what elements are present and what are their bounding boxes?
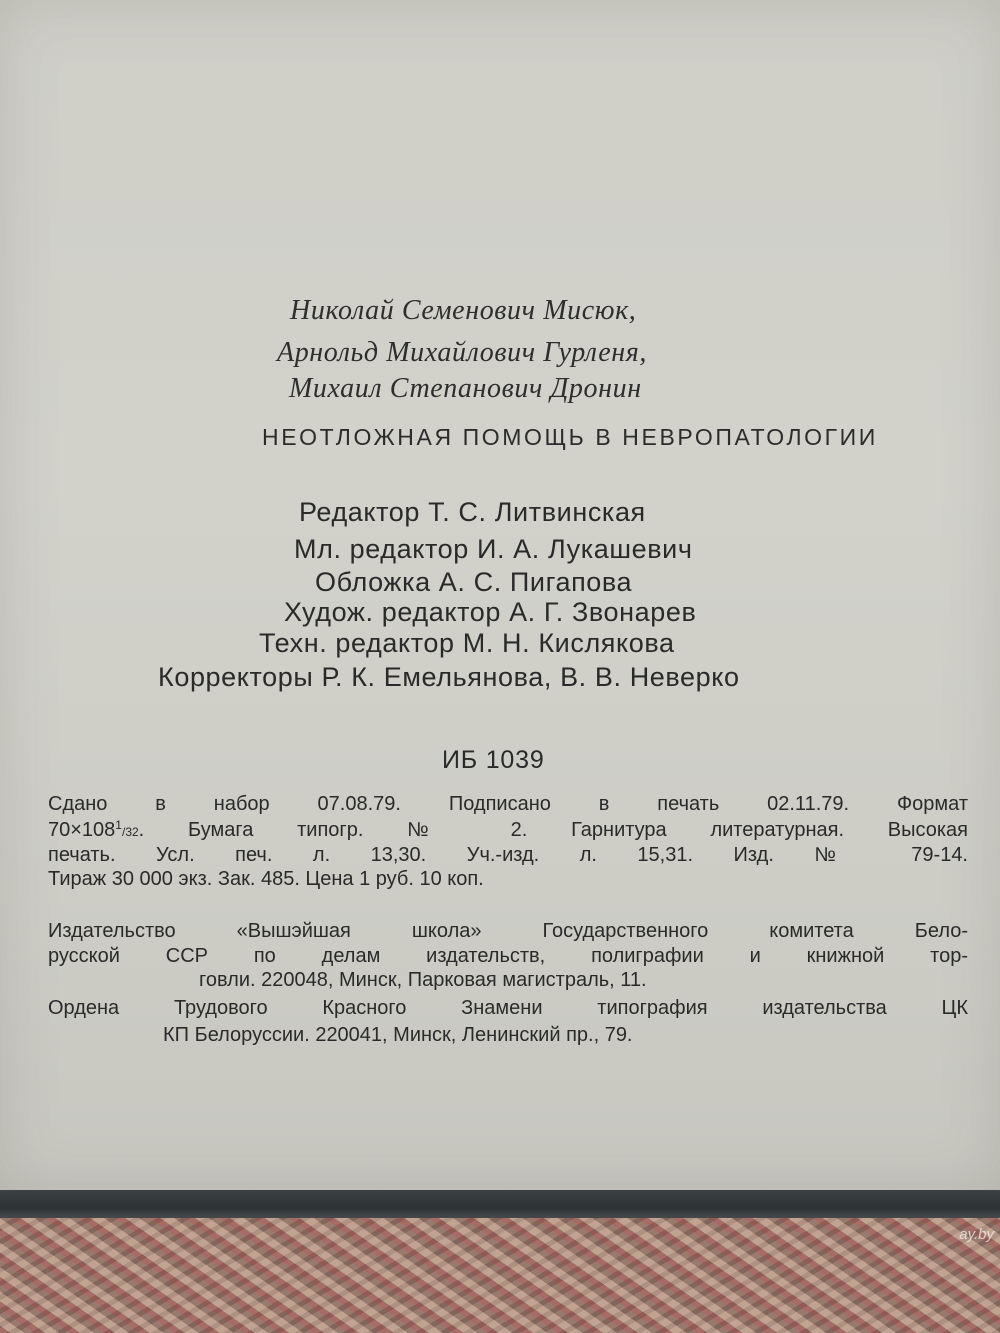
print-details-line (48, 819, 968, 840)
publisher-line: Ордена Трудового Красного Знамени типография издательства ЦК (48, 997, 968, 1019)
book-title: НЕОТЛОЖНАЯ ПОМОЩЬ В НЕВРОПАТОЛОГИИ (262, 424, 878, 450)
format-value: 70×108 (48, 819, 116, 841)
print-details-text: . Бумага типогр. № 2. Гарнитура литературная. Высокая (138, 819, 968, 841)
carpet-background (0, 1218, 1000, 1333)
staff-line: Худож. редактор А. Г. Звонарев (284, 597, 697, 627)
author-name: Николай Семенович Мисюк, (290, 295, 637, 326)
staff-line: Техн. редактор М. Н. Кислякова (259, 628, 675, 658)
ib-number: ИБ 1039 (442, 746, 545, 774)
watermark: ay.by (959, 1226, 994, 1243)
staff-line: Корректоры Р. К. Емельянова, В. В. Неверко (158, 662, 740, 692)
staff-line: Редактор Т. С. Литвинская (299, 497, 646, 527)
format-fraction-numerator: 1 (115, 818, 122, 832)
book-cover-edge (0, 1190, 1000, 1220)
staff-line: Обложка А. С. Пигапова (315, 567, 633, 597)
publisher-line: КП Белоруссии. 220041, Минск, Ленинский пр., 79. (163, 1024, 633, 1046)
publisher-line: Издательство «Вышэйшая школа» Государственного комитета Бело- (48, 920, 968, 942)
format-fraction-denominator: /32 (121, 825, 139, 839)
publisher-line: говли. 220048, Минск, Парковая магистраль, 11. (199, 969, 647, 991)
publisher-line: русской ССР по делам издательств, полиграфии и книжной тор- (48, 945, 968, 967)
print-details-line: Тираж 30 000 экз. Зак. 485. Цена 1 руб. 10 коп. (48, 868, 484, 890)
author-name: Арнольд Михайлович Гурленя, (277, 337, 648, 368)
print-details-line: печать. Усл. печ. л. 13,30. Уч.-изд. л. 15,31. Изд. № 79-14. (48, 844, 968, 866)
author-name: Михаил Степанович Дронин (289, 373, 642, 404)
staff-line: Мл. редактор И. А. Лукашевич (294, 534, 693, 564)
print-details-line: Сдано в набор 07.08.79. Подписано в печать 02.11.79. Формат (48, 793, 968, 815)
